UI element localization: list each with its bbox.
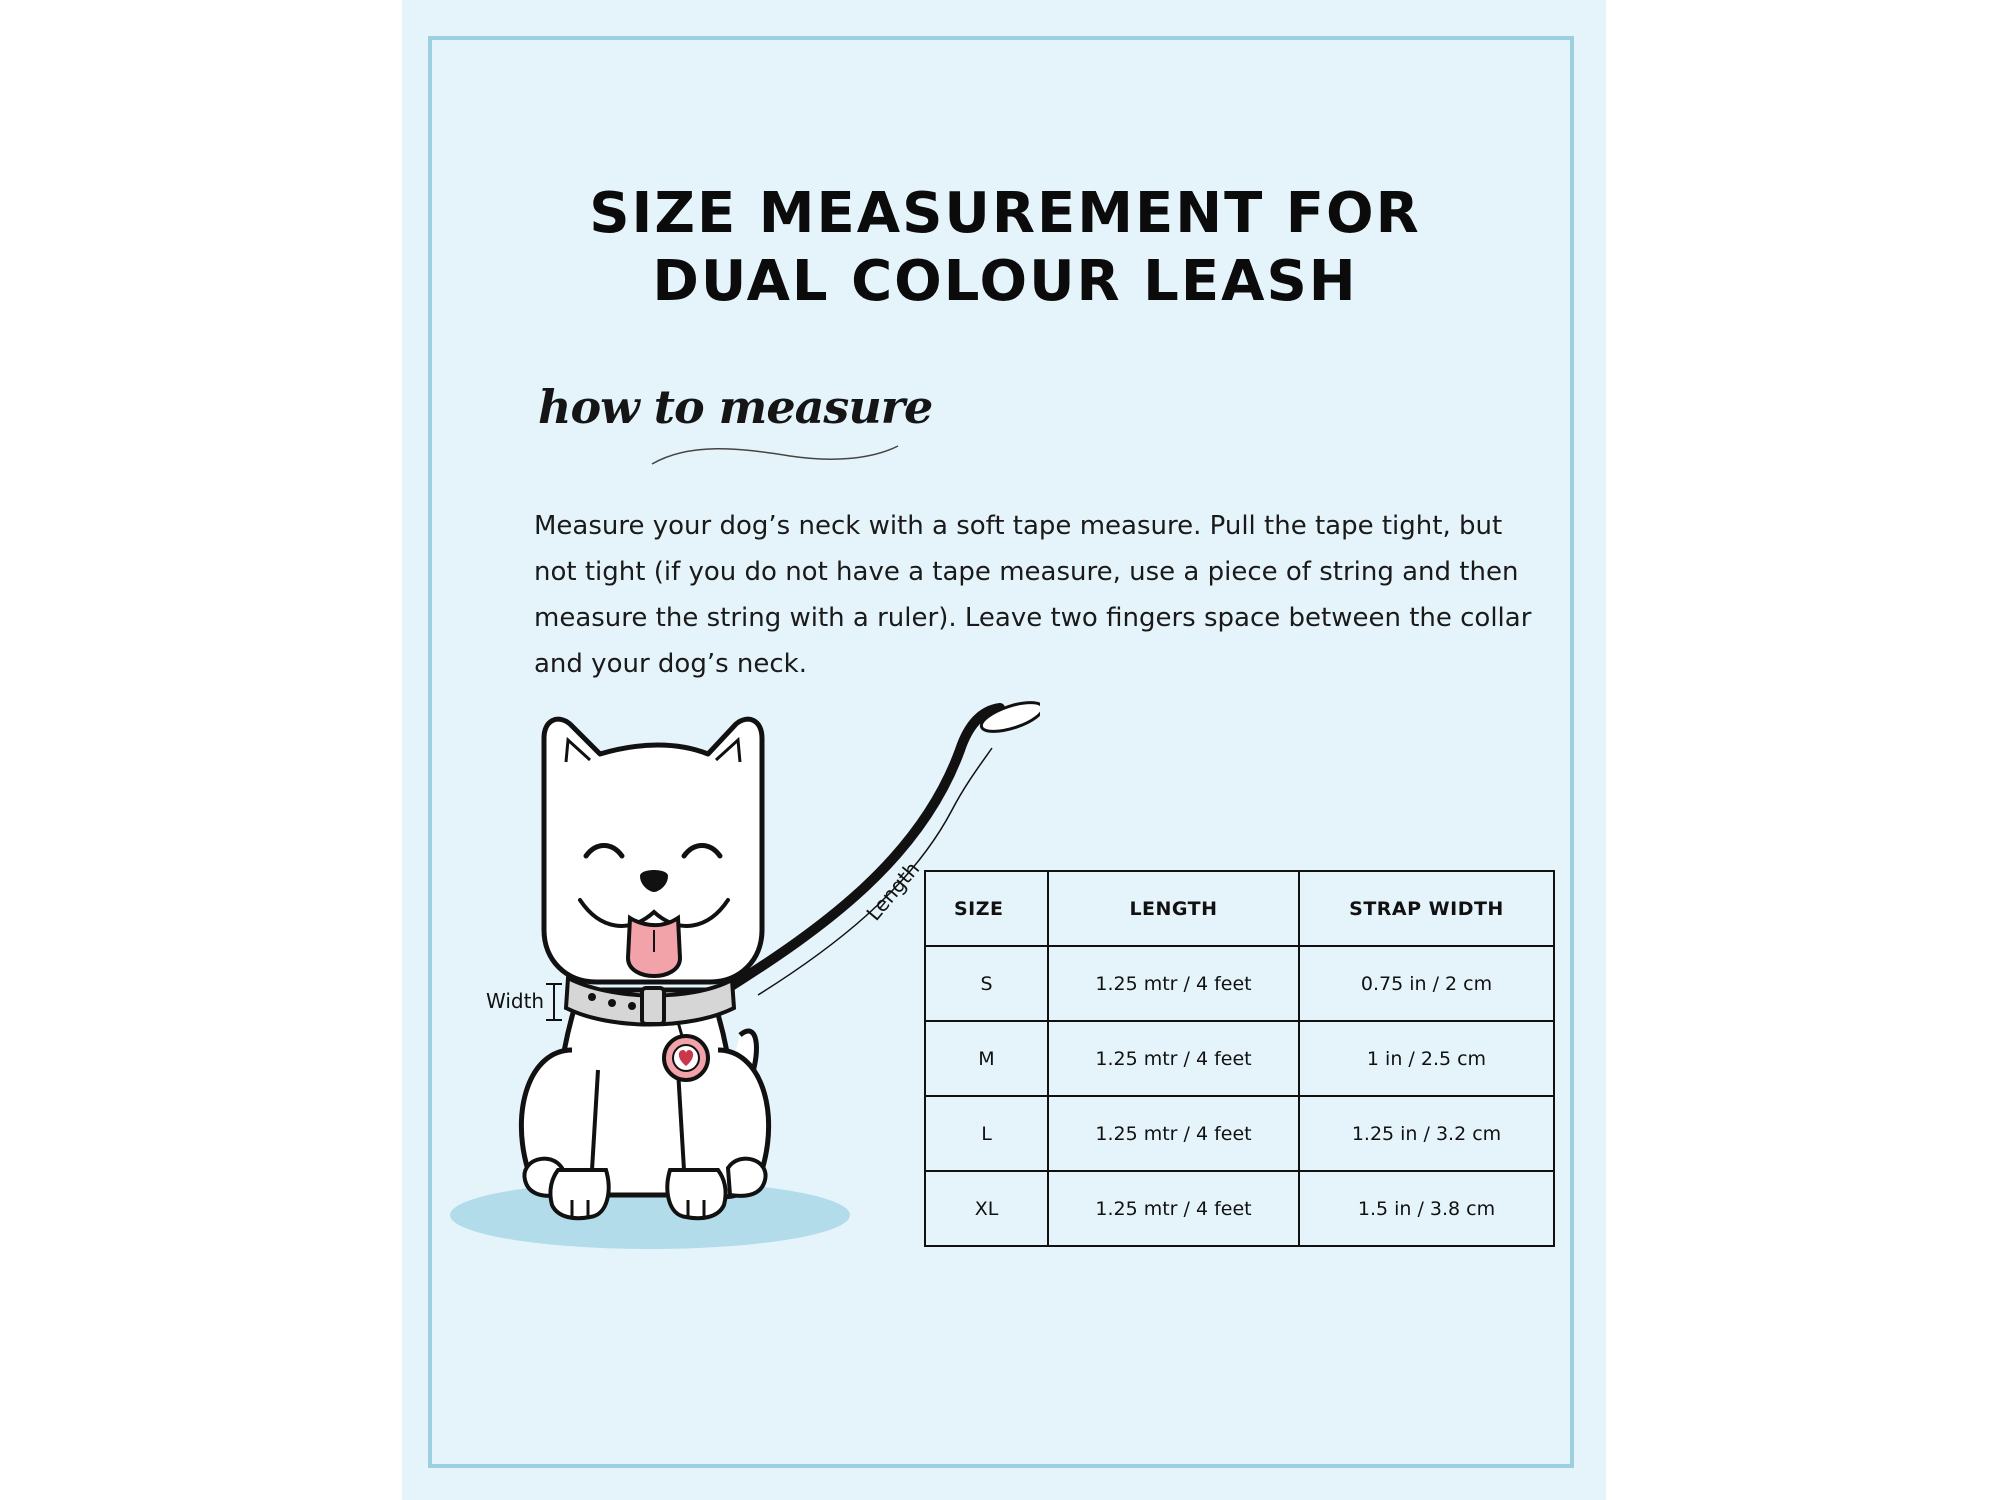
cell-strap-width: 1.5 in / 3.8 cm xyxy=(1299,1171,1554,1246)
cell-strap-width: 0.75 in / 2 cm xyxy=(1299,946,1554,1021)
table-row xyxy=(925,1171,1554,1246)
title-line-2: DUAL COLOUR LEASH xyxy=(652,249,1358,314)
table-header-row xyxy=(925,871,1554,946)
cell-size: XL xyxy=(925,1171,1048,1246)
measure-instructions: Measure your dog’s neck with a soft tape measure. Pull the tape tight, but not tight (if you do not have a tape measure, use a piece of string and then measure the string with a ruler). Leave two fingers space between the collar and your dog’s neck. xyxy=(534,511,1532,679)
table-row xyxy=(925,1096,1554,1171)
section-subtitle: how to measure xyxy=(538,380,933,434)
cell-length: 1.25 mtr / 4 feet xyxy=(1048,1096,1299,1171)
leash-handle-loop xyxy=(978,697,1040,738)
width-label: Width xyxy=(486,989,545,1013)
header-strap-width: STRAP WIDTH xyxy=(1299,871,1554,946)
header-length: LENGTH xyxy=(1048,871,1299,946)
decorative-swash xyxy=(650,440,900,470)
cell-size: M xyxy=(925,1021,1048,1096)
dog-back-right-paw xyxy=(728,1159,766,1196)
cell-strap-width: 1 in / 2.5 cm xyxy=(1299,1021,1554,1096)
length-label: Length xyxy=(861,856,925,926)
cell-size: S xyxy=(925,946,1048,1021)
title-line-1: SIZE MEASUREMENT FOR xyxy=(589,181,1421,246)
cell-length: 1.25 mtr / 4 feet xyxy=(1048,946,1299,1021)
cell-strap-width: 1.25 in / 3.2 cm xyxy=(1299,1096,1554,1171)
page-title xyxy=(560,180,1450,316)
cell-length: 1.25 mtr / 4 feet xyxy=(1048,1021,1299,1096)
cell-length: 1.25 mtr / 4 feet xyxy=(1048,1171,1299,1246)
dog-front-left-paw xyxy=(550,1170,608,1218)
cell-size: L xyxy=(925,1096,1048,1171)
table-row xyxy=(925,1021,1554,1096)
collar-buckle xyxy=(642,988,664,1024)
size-chart-table xyxy=(924,870,1555,1247)
width-measure-bracket xyxy=(546,984,562,1020)
table-row xyxy=(925,946,1554,1021)
dog-front-right-paw xyxy=(667,1170,725,1218)
header-size: SIZE xyxy=(925,871,1048,946)
